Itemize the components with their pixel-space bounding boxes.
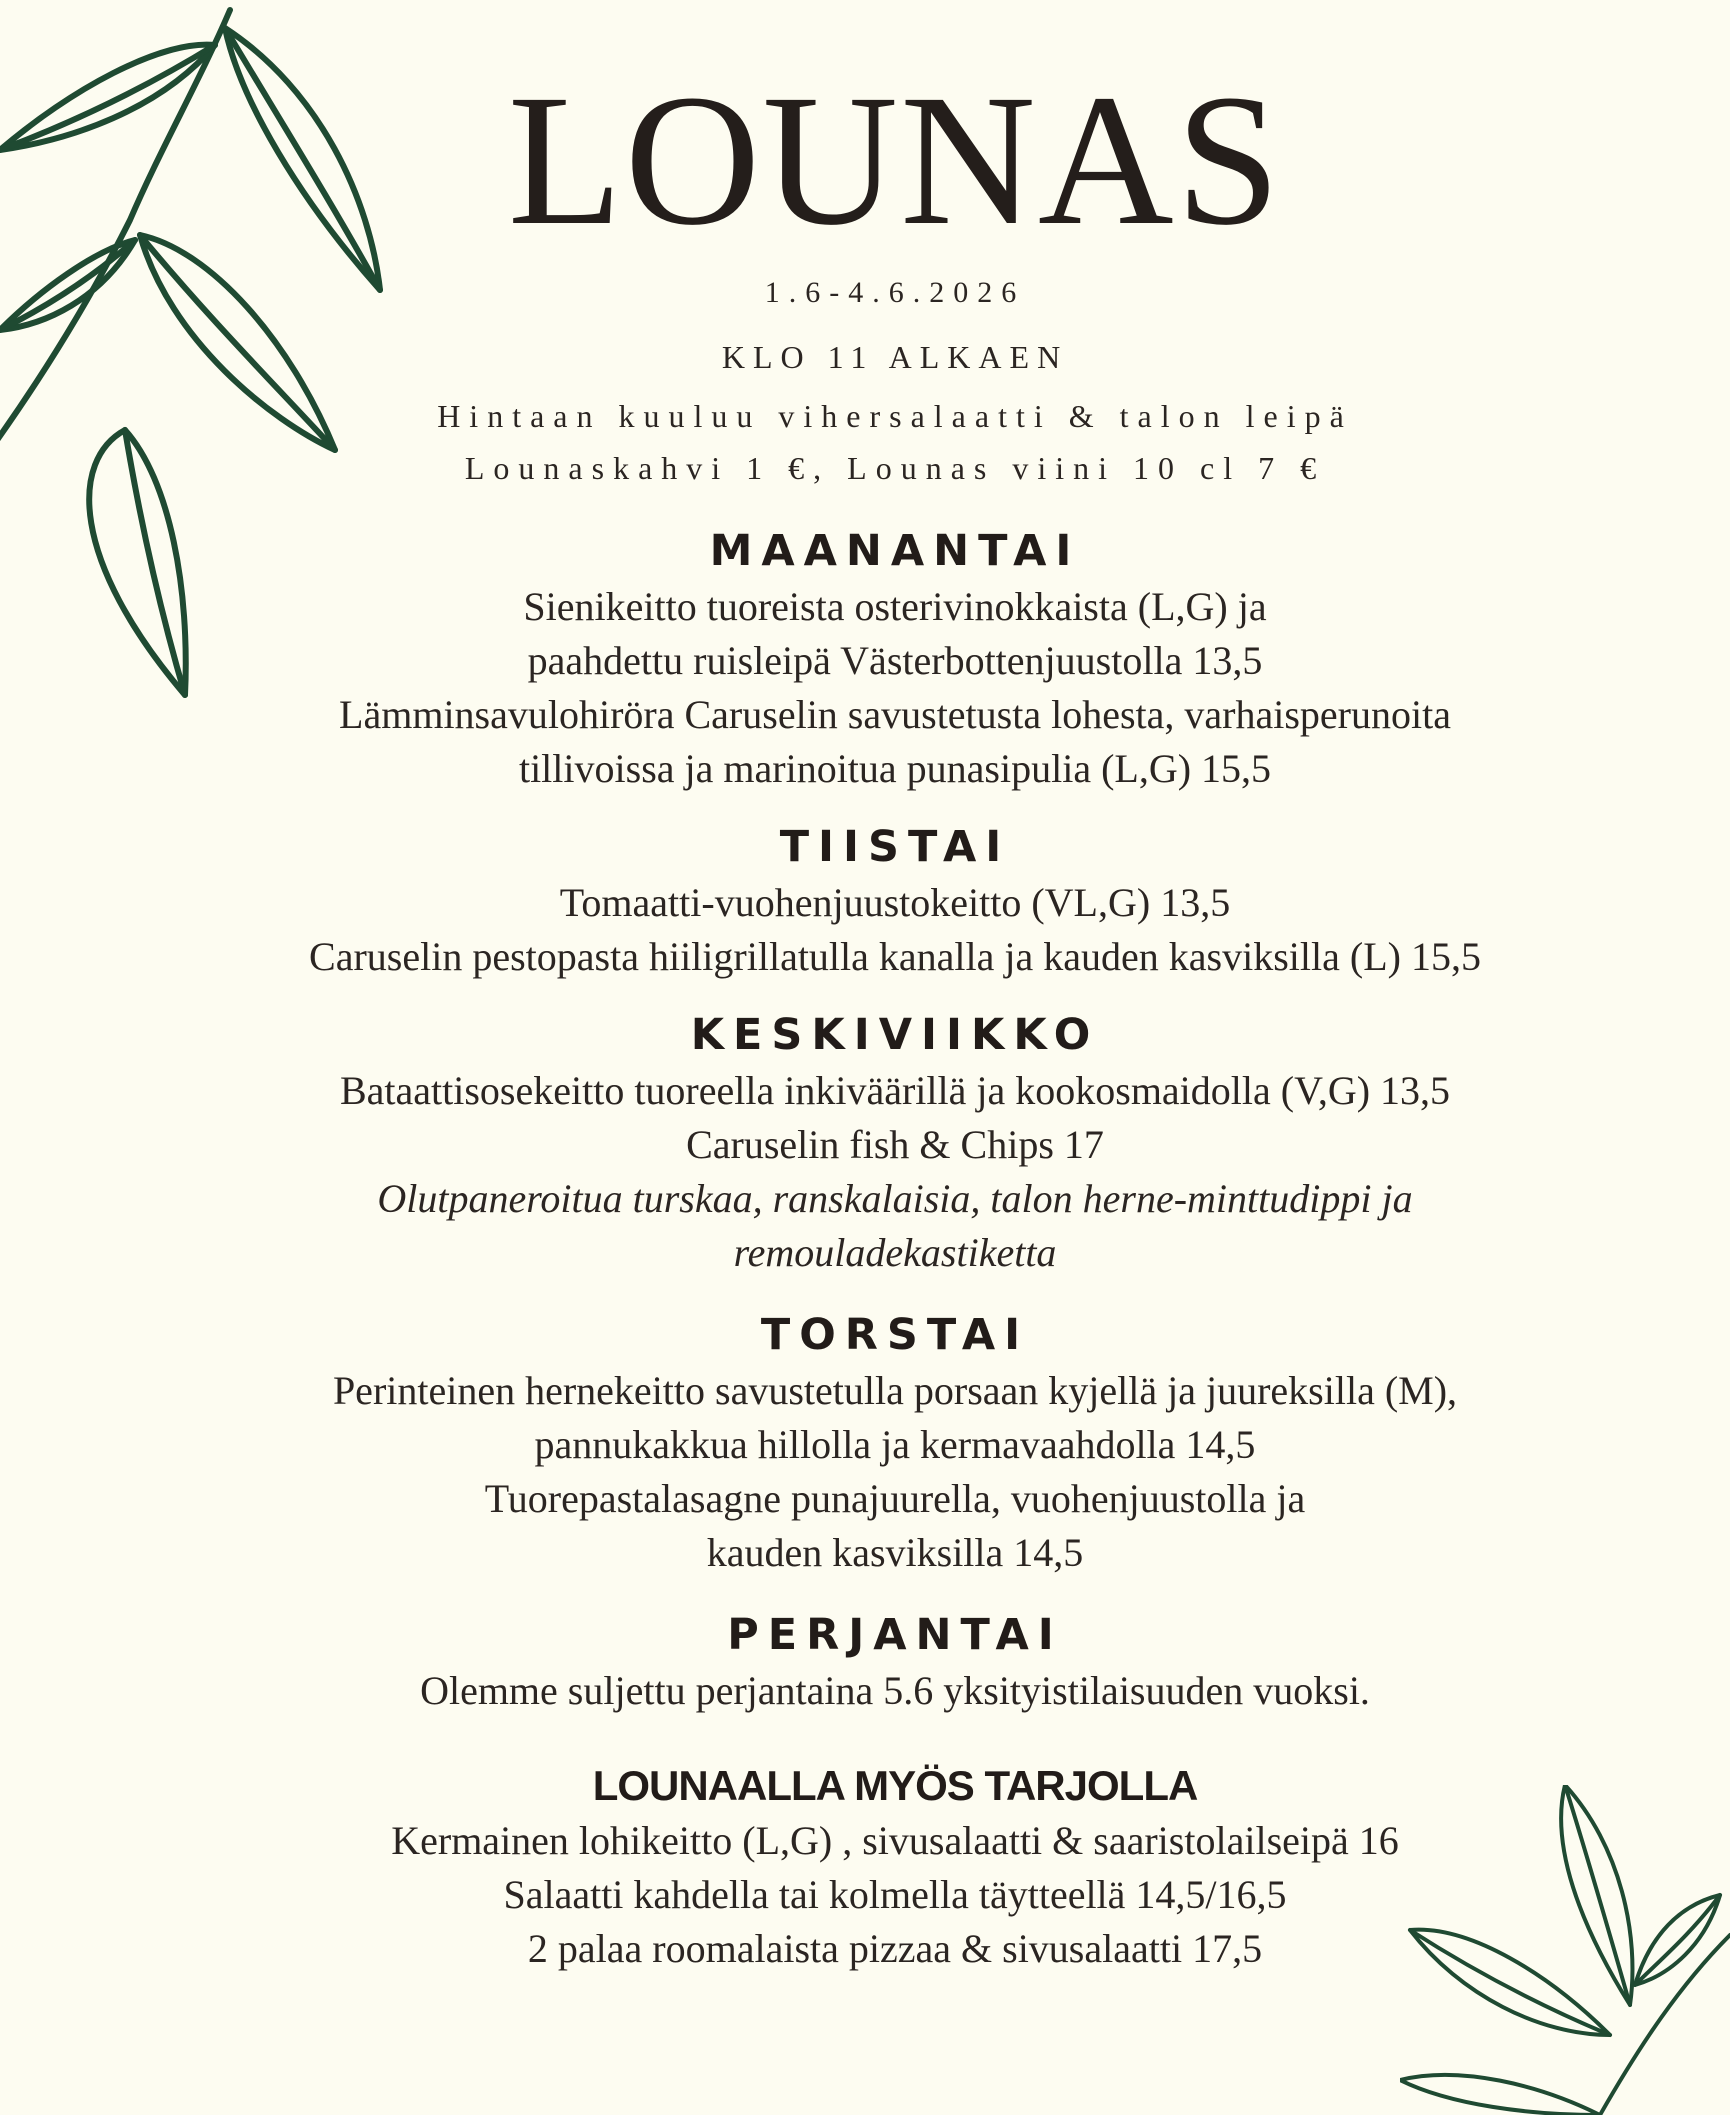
menu-line: Olemme suljettu perjantaina 5.6 yksityistilaisuuden vuoksi. <box>420 1668 1370 1713</box>
price-includes: Hintaan kuuluu vihersalaatti & talon leipä <box>437 398 1353 434</box>
menu-line: Lämminsavulohiröra Caruselin savustetusta lohesta, varhaisperunoita <box>339 692 1451 737</box>
menu-line: tillivoissa ja marinoitua punasipulia (L,G) 15,5 <box>518 746 1272 791</box>
menu-line: 2 palaa roomalaista pizzaa & sivusalaatti 17,5 <box>527 1926 1263 1971</box>
menu-line: Perinteinen hernekeitto savustetulla porsaan kyjellä ja juureksilla (M), <box>332 1368 1458 1413</box>
menu-date-range: 1.6-4.6.2026 <box>764 276 1026 309</box>
day-section-thursday <box>190 1306 1600 1580</box>
day-section-monday <box>190 522 1600 796</box>
menu-title: LOUNAS <box>507 55 1283 264</box>
menu-line: Caruselin pestopasta hiiligrillatulla kanalla ja kauden kasviksilla (L) 15,5 <box>309 934 1481 979</box>
menu-line: Caruselin fish & Chips 17 <box>686 1122 1104 1167</box>
opening-time: KLO 11 ALKAEN <box>721 339 1069 375</box>
menu-line: Kermainen lohikeitto (L,G) , sivusalaatti & saaristolailseipä 16 <box>391 1818 1399 1863</box>
menu-line: Tuorepastalasagne punajuurella, vuohenjuustolla ja <box>484 1476 1306 1521</box>
lunch-menu <box>190 55 1600 1976</box>
menu-line: Salaatti kahdella tai kolmella täytteellä 14,5/16,5 <box>503 1872 1287 1917</box>
menu-line-description: remouladekastiketta <box>733 1230 1057 1275</box>
day-section-tuesday <box>190 818 1600 984</box>
coffee-wine-prices: Lounaskahvi 1 €, Lounas viini 10 cl 7 € <box>464 450 1326 486</box>
day-heading: TIISTAI <box>779 822 1011 872</box>
menu-line: paahdettu ruisleipä Västerbottenjuustolla 13,5 <box>527 638 1263 683</box>
menu-line: Sienikeitto tuoreista osterivinokkaista (L,G) ja <box>523 584 1267 629</box>
day-heading: KESKIVIIKKO <box>690 1010 1100 1060</box>
extras-heading: LOUNAALLA MYÖS TARJOLLA <box>592 1762 1198 1809</box>
extras-section <box>190 1758 1600 1976</box>
day-heading: TORSTAI <box>760 1310 1030 1360</box>
menu-line: Bataattisosekeitto tuoreella inkiväärillä ja kookosmaidolla (V,G) 13,5 <box>339 1068 1451 1113</box>
menu-line: pannukakkua hillolla ja kermavaahdolla 14,5 <box>534 1422 1256 1467</box>
day-section-friday <box>190 1606 1600 1718</box>
menu-line: Tomaatti-vuohenjuustokeitto (VL,G) 13,5 <box>559 880 1231 925</box>
menu-line: kauden kasviksilla 14,5 <box>706 1530 1084 1575</box>
menu-line-description: Olutpaneroitua turskaa, ranskalaisia, talon herne-minttudippi ja <box>377 1176 1413 1221</box>
day-heading: PERJANTAI <box>727 1610 1063 1660</box>
day-section-wednesday <box>190 1006 1600 1280</box>
day-heading: MAANANTAI <box>709 526 1081 576</box>
